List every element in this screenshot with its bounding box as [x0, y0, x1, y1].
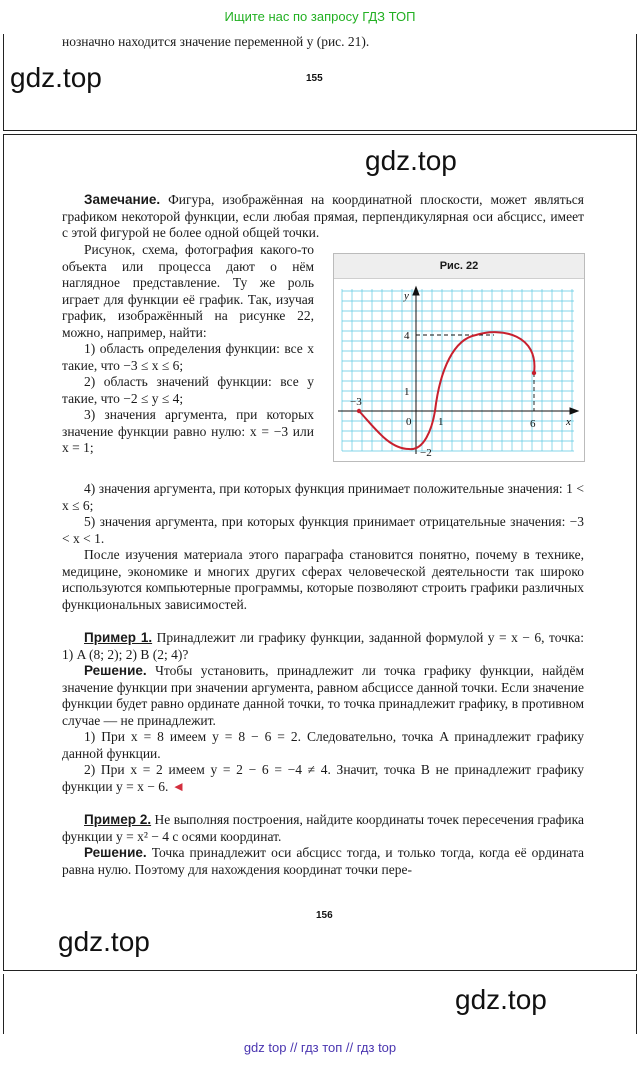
- watermark-1: gdz.top: [10, 62, 102, 93]
- remark-block: [62, 192, 584, 242]
- example1-task: Принадлежит ли графику функции, заданной формулой y = x − 6, точка: 1) A (8; 2); 2) B (2; 4)?: [62, 630, 585, 662]
- left-column: [62, 242, 314, 457]
- frame-left-lower: [3, 974, 4, 1034]
- item-1: 1) область определения функции: все x такие, что −3 ≤ x ≤ 6;: [62, 341, 314, 373]
- endpoint-left: [357, 409, 361, 413]
- example1-step2: 2) При x = 2 имеем y = 2 − 6 = −4 ≠ 4. Значит, точка B не принадлежит графику функции y = x − 6.: [62, 762, 584, 794]
- grid: [342, 289, 574, 451]
- end-marker: ◄: [171, 778, 186, 794]
- page-divider-top: [3, 130, 637, 131]
- tick-x-m3: −3: [350, 396, 362, 408]
- after-paragraph: После изучения материала этого параграфа становится понятно, почему в технике, медицине, экономике и многих других сферах человеческой деятельности так широко используются компьютерные программы, которые позволяют строить графики различных функциональных зависимостей.: [62, 547, 584, 612]
- dashed-guides: [416, 335, 534, 411]
- page-number-155: 155: [306, 73, 323, 84]
- example2-heading: Пример 2.: [84, 812, 152, 827]
- tick-x-1: 1: [438, 416, 444, 428]
- frame-right-lower: [636, 974, 637, 1034]
- page-divider-second: [3, 134, 637, 135]
- frame-right-main: [636, 134, 637, 970]
- watermark-2: gdz.top: [365, 145, 457, 176]
- function-graph: [334, 279, 584, 461]
- example1-solution: Чтобы установить, принадлежит ли точка графику функции, найдём значение функции при значении аргумента, равном абсциссе данной точки. Если значение функции будет равно ординате данной точки, то точка принадлежит графику, в противном случае — не принадлежит.: [62, 663, 584, 728]
- example1-step1: 1) При x = 8 имеем y = 8 − 6 = 2. Следовательно, точка A принадлежит графику данной функции.: [62, 729, 584, 761]
- remark-heading: Замечание.: [84, 192, 161, 207]
- search-banner[interactable]: Ищите нас по запросу ГДЗ ТОП: [224, 9, 416, 24]
- example1-solution-heading: Решение.: [84, 663, 147, 678]
- figure-title: Рис. 22: [334, 254, 584, 279]
- tick-y-m2: −2: [420, 447, 432, 459]
- frame-right-upper: [636, 34, 637, 130]
- item-4: 4) значения аргумента, при которых функция принимает положительные значения: 1 < x ≤ 6;: [62, 481, 584, 513]
- item-3: 3) значения аргумента, при которых значение функции равно нулю: x = −3 или x = 1;: [62, 407, 314, 455]
- intro-paragraph: Рисунок, схема, фотография какого-то объекта или процесса дают о нём наглядное представление. Ту же роль играет для функции её график. Так, изучая график, изображённый на рисунке 22, можно, например, найти:: [62, 242, 314, 340]
- watermark-4: gdz.top: [455, 984, 547, 1015]
- axis-label-x: x: [566, 416, 571, 428]
- example1-heading: Пример 1.: [84, 630, 153, 645]
- tick-y-1: 1: [404, 386, 410, 398]
- main-text: [62, 481, 584, 878]
- item-2: 2) область значений функции: все y такие, что −2 ≤ y ≤ 4;: [62, 374, 314, 406]
- tick-origin: 0: [406, 416, 412, 428]
- item-5: 5) значения аргумента, при которых функция принимает отрицательные значения: −3 < x < 1.: [62, 514, 584, 546]
- example2-task: Не выполняя построения, найдите координаты точек пересечения графика функции y = x² − 4 с осями координат.: [62, 812, 584, 844]
- endpoint-right: [532, 371, 536, 375]
- tick-y-4: 4: [404, 330, 410, 342]
- page-divider-bottom: [3, 970, 637, 971]
- previous-page-fragment: нозначно находится значение переменной y (рис. 21).: [62, 34, 370, 49]
- frame-left-main: [3, 134, 4, 970]
- example2-solution: Точка принадлежит оси абсцисс тогда, и только тогда, когда её ордината равна нулю. Поэтому для нахождения координат точки пере-: [62, 845, 584, 877]
- watermark-3: gdz.top: [58, 926, 150, 957]
- tick-x-6: 6: [530, 418, 536, 430]
- page-number-156: 156: [316, 910, 333, 921]
- figure-22: [333, 253, 585, 462]
- axis-label-y: y: [404, 290, 409, 302]
- footer-links[interactable]: gdz top // гдз топ // гдз top: [243, 1040, 397, 1055]
- remark-text: Фигура, изображённая на координатной плоскости, может являться графиком некоторой функции, если любая прямая, перпендикулярная оси абсцисс, имеет с этой фигурой не более одной общей точки.: [62, 192, 584, 240]
- frame-left-upper: [3, 34, 4, 130]
- example2-solution-heading: Решение.: [84, 845, 147, 860]
